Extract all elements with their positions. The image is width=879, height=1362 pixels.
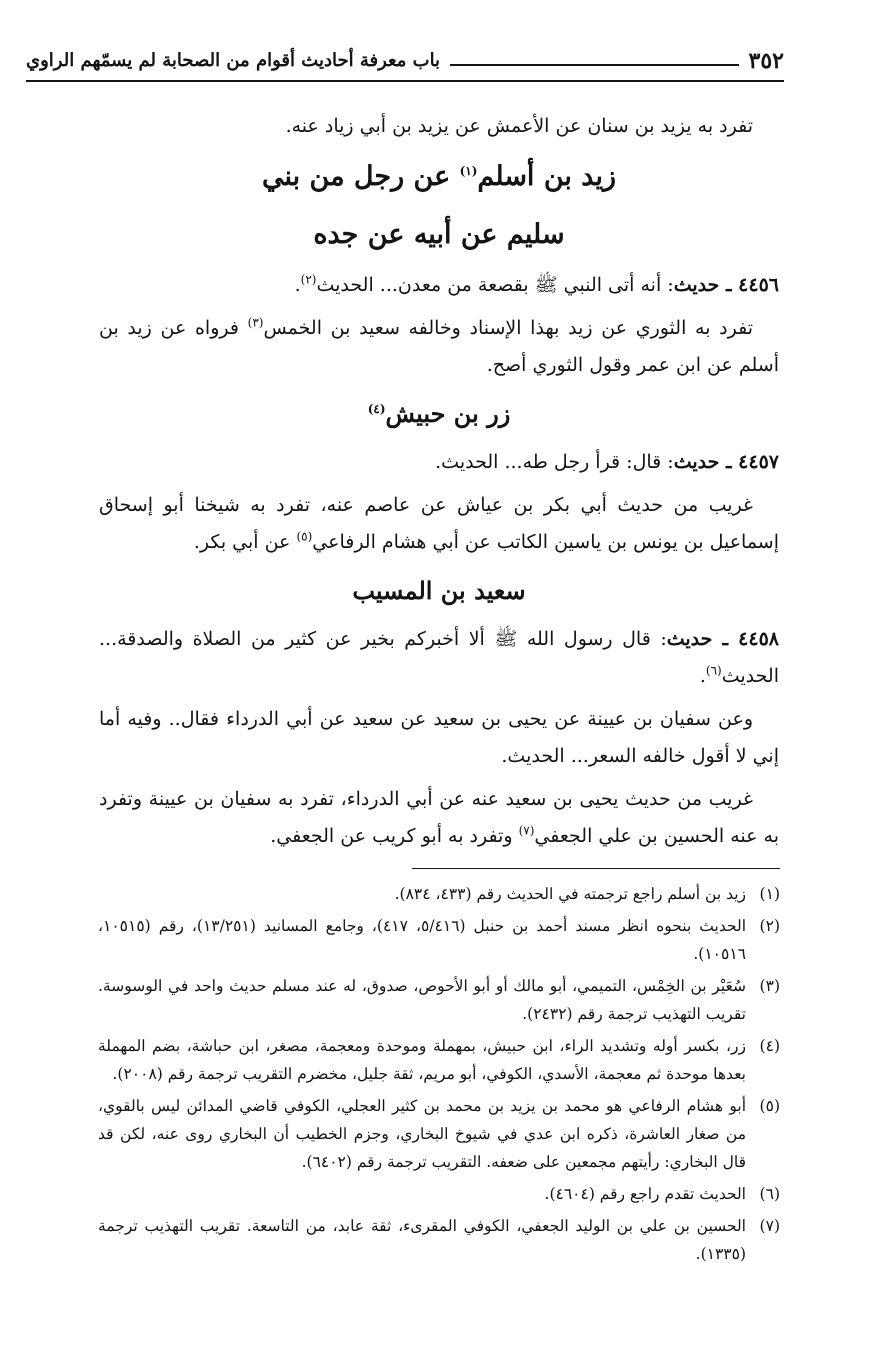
hadith-4456: ٤٤٥٦ ـ حديث: أنه أتى النبي ﷺ بقصعة من معدن... الحديث$^{(٢)}$. (294, 272, 779, 296)
hadith-4458: ٤٤٥٨ ـ حديث: قال رسول الله ﷺ ألا أخبركم بخير عن كثير من الصلاة والصدقة... الحديث$^{(٦)}$. (99, 628, 779, 687)
hadith-text: : قال رسول الله ﷺ ألا أخبركم بخير عن كثير من الصلاة والصدقة... الحديث (99, 628, 779, 687)
section-heading-zayd: زيد بن أسلم$^{(١)}$ عن رجل من بني (261, 161, 617, 192)
hadith-number: ٤٤٥٦ ـ (719, 274, 779, 296)
footnote-text: سُعَيْر بن الخِمْس، التميمي، أبو مالك أو أبو الأحوص، صدوق، له عند مسلم حديث واحد في الوسوسة. تقريب التهذيب ترجمة رقم (٢٤٣٢). (98, 977, 746, 1023)
page-number: ٣٥٢ (748, 48, 784, 74)
hadith-text: : أنه أتى النبي ﷺ بقصعة من معدن... الحديث (316, 274, 674, 296)
intro-paragraph: تفرد به يزيد بن سنان عن الأعمش عن يزيد بن أبي زياد عنه. (285, 115, 753, 137)
section-heading-zirr: زر بن حبيش$^{(٤)}$ (367, 399, 511, 428)
footnote-number: (٦) (759, 1185, 780, 1203)
header-rule (450, 64, 738, 66)
running-header (26, 38, 784, 74)
footnote-ref-1: (١) (459, 164, 478, 178)
footnote-5 (98, 1092, 780, 1176)
commentary-4456: تفرد به الثوري عن زيد بهذا الإسناد وخالفه سعيد بن الخمس$^{(٣)}$ فرواه عن زيد بن أسلم عن ابن عمر وقول الثوري أصح. (99, 315, 779, 376)
footnote-ref-3: (٣) (247, 315, 264, 330)
footnote-ref-2: (٢) (300, 272, 317, 287)
footnote-number: (٢) (759, 917, 780, 935)
footnote-number: (٤) (759, 1037, 780, 1055)
footnote-7 (98, 1212, 780, 1268)
section-heading-said: سعيد بن المسيب (352, 576, 526, 605)
commentary-4458-b: غريب من حديث يحيى بن سعيد عنه عن أبي الدرداء، تفرد به سفيان بن عيينة وتفرد به عنه الحسين بن علي الجعفي$^{(٧)}$ وتفرد به أبو كريب عن الجعفي. (99, 788, 779, 847)
commentary-4457: غريب من حديث أبي بكر بن عياش عن عاصم عنه، تفرد به شيخنا أبو إسحاق إسماعيل بن يونس بن ياسين الكاتب عن أبي هشام الرفاعي$^{(٥)}$ عن أبي بكر. (99, 494, 779, 553)
hadith-4457 (99, 444, 779, 481)
footnote-4 (98, 1032, 780, 1088)
section-heading-zayd-line2: سليم عن أبيه عن جده (313, 219, 565, 250)
footnote-number: (٣) (759, 977, 780, 995)
hadith-text: : قال: قرأ رجل طه... الحديث. (435, 451, 674, 473)
footnote-text: الحديث تقدم راجع رقم (٤٦٠٤). (544, 1185, 746, 1203)
commentary-4458-a: وعن سفيان بن عيينة عن يحيى بن سعيد عن سعيد عن أبي الدرداء فقال.. وفيه أما إني لا أقول خالفه السعر... الحديث. (99, 708, 779, 767)
footnote-text: أبو هشام الرفاعي هو محمد بن يزيد بن محمد بن كثير العجلي، الكوفي قاضي المدائن ليس بالقوي، من صغار العاشرة، ذكره ابن عدي في شيوخ البخاري، وجزم الخطيب أن البخاري روى عنه، لكن قد قال البخاري: رأيتهم مجمعين على ضعفه. التقريب ترجمة رقم (٦٤٠٢). (98, 1097, 746, 1171)
footnote-text: الحسين بن علي بن الوليد الجعفي، الكوفي المقرىء، ثقة عابد، من التاسعة. تقريب التهذيب ترجمة (١٣٣٥). (98, 1217, 746, 1263)
footnote-text: زر، بكسر أوله وتشديد الراء، ابن حبيش، بمهملة وموحدة ومعجمة، مصغر، ابن حباشة، بضم المهملة بعدها موحدة ثم معجمة، الأسدي، الكوفي، أبو مريم، ثقة جليل، مخضرم التقريب ترجمة رقم (٢٠٠٨). (98, 1037, 746, 1083)
hadith-number: ٤٤٥٨ ـ (712, 628, 779, 650)
footnote-1 (98, 880, 780, 908)
footnote-3 (98, 972, 780, 1028)
hadith-label: حديث (666, 628, 713, 650)
footnote-ref-5: (٥) (296, 529, 313, 544)
footnote-ref-4: (٤) (367, 402, 386, 416)
footnote-ref-6: (٦) (705, 663, 722, 678)
chapter-title: باب معرفة أحاديث أقوام من الصحابة لم يسمّهم الراوي (26, 50, 441, 71)
footnote-6 (98, 1180, 780, 1208)
footnote-number: (٥) (759, 1097, 780, 1115)
hadith-label: حديث (673, 451, 720, 473)
footnotes (98, 880, 780, 1272)
hadith-number: ٤٤٥٧ ـ (719, 451, 779, 473)
footnote-separator (412, 868, 780, 869)
footnote-number: (١) (759, 885, 780, 903)
footnote-text: زيد بن أسلم راجع ترجمته في الحديث رقم (٤٣٣، ٨٣٤). (394, 885, 746, 903)
main-text (99, 108, 779, 861)
footnote-text: الحديث بنحوه انظر مسند أحمد بن حنبل (٥/٤١٦، ٤١٧)، وجامع المسانيد (١٣/٢٥١)، رقم (١٠٥١٥، ١٠٥١٦). (98, 917, 747, 963)
footnote-number: (٧) (759, 1217, 780, 1235)
hadith-label: حديث (673, 274, 720, 296)
header-divider (26, 80, 784, 82)
footnote-ref-7: (٧) (518, 823, 535, 838)
footnote-2 (98, 912, 780, 968)
